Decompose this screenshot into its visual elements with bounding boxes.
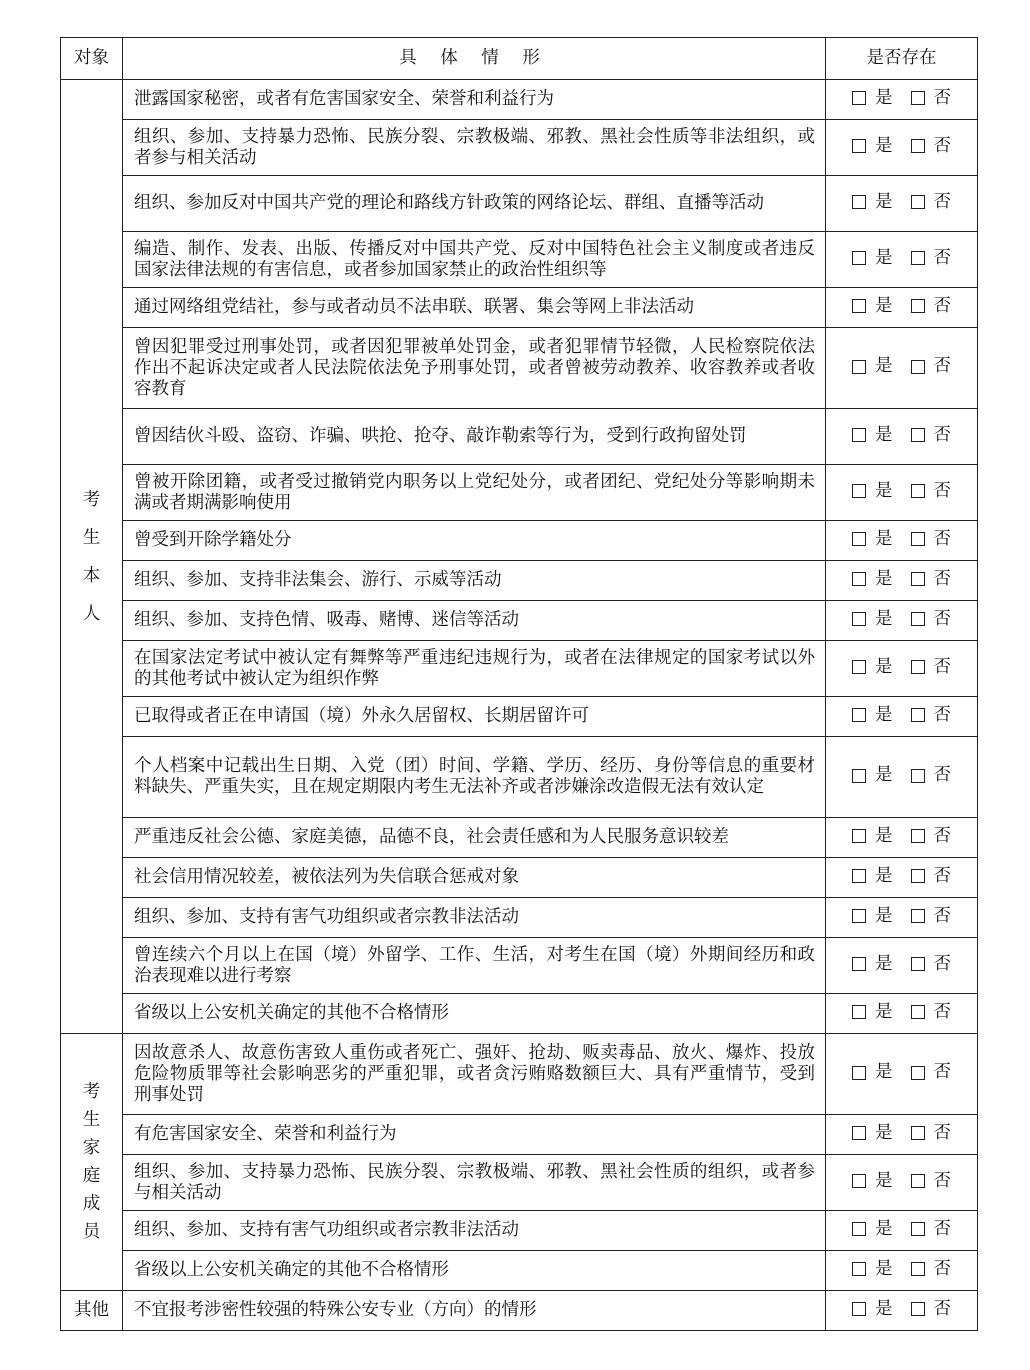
option-yes-label: 是 [875, 295, 893, 316]
option-no[interactable] [911, 1062, 952, 1083]
exists-cell [826, 561, 978, 601]
option-no[interactable] [911, 569, 952, 590]
exists-cell [826, 232, 978, 288]
checkbox-icon[interactable] [852, 572, 866, 586]
checkbox-icon[interactable] [911, 660, 925, 674]
situation-text: 曾因结伙斗殴、盗窃、诈骗、哄抢、抢夺、敲诈勒索等行为，受到行政拘留处罚 [123, 409, 826, 465]
option-yes-label: 是 [875, 191, 893, 212]
situation-text: 编造、制作、发表、出版、传播反对中国共产党、反对中国特色社会主义制度或者违反国家法律法规的有害信息，或者参加国家禁止的政治性组织等 [123, 232, 826, 288]
exists-cell [826, 521, 978, 561]
checkbox-icon[interactable] [911, 1066, 925, 1080]
checkbox-icon[interactable] [911, 428, 925, 442]
situation-text: 曾被开除团籍，或者受过撤销党内职务以上党纪处分，或者团纪、党纪处分等影响期未满或者期满影响使用 [123, 465, 826, 521]
option-no-label: 否 [933, 247, 951, 268]
exists-cell [826, 1291, 978, 1331]
exists-cell [826, 1211, 978, 1251]
checkbox-icon[interactable] [852, 869, 866, 883]
option-yes[interactable] [852, 1002, 893, 1023]
checkbox-icon[interactable] [852, 660, 866, 674]
option-no-label: 否 [933, 295, 951, 316]
option-no[interactable] [911, 1123, 952, 1144]
situation-text: 曾连续六个月以上在国（境）外留学、工作、生活，对考生在国（境）外期间经历和政治表现难以进行考察 [123, 938, 826, 994]
option-no[interactable] [911, 1259, 952, 1280]
checkbox-icon[interactable] [852, 484, 866, 498]
option-no-label: 否 [933, 135, 951, 156]
option-no[interactable] [911, 1219, 952, 1240]
table-row [61, 288, 978, 328]
checkbox-icon[interactable] [911, 909, 925, 923]
table-row [61, 328, 978, 409]
table-row [61, 601, 978, 641]
checkbox-icon[interactable] [852, 957, 866, 971]
exists-cell [826, 465, 978, 521]
checkbox-icon[interactable] [852, 708, 866, 722]
option-yes[interactable] [852, 657, 893, 678]
table-row [61, 1211, 978, 1251]
option-no[interactable] [911, 192, 952, 213]
option-no-label: 否 [933, 480, 951, 501]
checkbox-icon[interactable] [852, 769, 866, 783]
option-yes-label: 是 [875, 356, 893, 377]
option-no-label: 否 [933, 953, 951, 974]
checkbox-icon[interactable] [911, 91, 925, 105]
checkbox-icon[interactable] [911, 769, 925, 783]
header-exists: 是否存在 [826, 38, 978, 80]
option-no-label: 否 [933, 608, 951, 629]
checkbox-icon[interactable] [852, 428, 866, 442]
option-yes-label: 是 [875, 528, 893, 549]
option-no[interactable] [911, 425, 952, 446]
option-yes[interactable] [852, 1259, 893, 1280]
option-yes-label: 是 [875, 1062, 893, 1083]
option-yes[interactable] [852, 136, 893, 157]
checkbox-icon[interactable] [852, 195, 866, 209]
checkbox-icon[interactable] [852, 909, 866, 923]
situation-text: 组织、参加、支持暴力恐怖、民族分裂、宗教极端、邪教、黑社会性质等非法组织，或者参与相关活动 [123, 120, 826, 176]
situation-text: 省级以上公安机关确定的其他不合格情形 [123, 994, 826, 1034]
checkbox-icon[interactable] [911, 869, 925, 883]
option-yes[interactable] [852, 296, 893, 317]
category-label: 考生本人 [82, 489, 101, 624]
checkbox-icon[interactable] [911, 1126, 925, 1140]
exists-cell [826, 737, 978, 818]
option-yes-label: 是 [875, 905, 893, 926]
table-row [61, 561, 978, 601]
table-row [61, 737, 978, 818]
exists-cell [826, 1034, 978, 1115]
option-yes-label: 是 [875, 656, 893, 677]
exists-cell [826, 80, 978, 120]
checkbox-icon[interactable] [852, 1174, 866, 1188]
option-yes-label: 是 [875, 825, 893, 846]
checkbox-icon[interactable] [911, 1174, 925, 1188]
situation-text: 省级以上公安机关确定的其他不合格情形 [123, 1251, 826, 1291]
option-yes[interactable] [852, 481, 893, 502]
header-situation: 具 体 情 形 [123, 38, 826, 80]
eligibility-table [60, 37, 978, 1331]
checkbox-icon[interactable] [911, 299, 925, 313]
checkbox-icon[interactable] [911, 957, 925, 971]
exists-cell [826, 601, 978, 641]
option-no[interactable] [911, 954, 952, 975]
checkbox-icon[interactable] [911, 1262, 925, 1276]
option-no-label: 否 [933, 1298, 951, 1319]
option-no-label: 否 [933, 825, 951, 846]
table-row [61, 1155, 978, 1211]
situation-text: 社会信用情况较差，被依法列为失信联合惩戒对象 [123, 858, 826, 898]
option-no-label: 否 [933, 424, 951, 445]
option-yes-label: 是 [875, 568, 893, 589]
checkbox-icon[interactable] [852, 1302, 866, 1316]
option-no-label: 否 [933, 656, 951, 677]
table-row [61, 465, 978, 521]
option-yes-label: 是 [875, 1170, 893, 1191]
option-no[interactable] [911, 657, 952, 678]
option-yes-label: 是 [875, 704, 893, 725]
option-no-label: 否 [933, 87, 951, 108]
table-row [61, 80, 978, 120]
table-row [61, 232, 978, 288]
option-yes-label: 是 [875, 87, 893, 108]
table-row [61, 120, 978, 176]
situation-text: 曾受到开除学籍处分 [123, 521, 826, 561]
option-yes[interactable] [852, 88, 893, 109]
situation-text: 泄露国家秘密，或者有危害国家安全、荣誉和利益行为 [123, 80, 826, 120]
option-yes-label: 是 [875, 1001, 893, 1022]
option-no[interactable] [911, 609, 952, 630]
category-cell [61, 80, 123, 1034]
checkbox-icon[interactable] [852, 91, 866, 105]
option-yes-label: 是 [875, 1258, 893, 1279]
checkbox-icon[interactable] [852, 1005, 866, 1019]
situation-text: 组织、参加、支持非法集会、游行、示威等活动 [123, 561, 826, 601]
option-yes-label: 是 [875, 1218, 893, 1239]
header-row [61, 38, 978, 80]
option-no-label: 否 [933, 191, 951, 212]
table-row [61, 641, 978, 697]
checkbox-icon[interactable] [911, 251, 925, 265]
checkbox-icon[interactable] [852, 1262, 866, 1276]
option-no-label: 否 [933, 1170, 951, 1191]
option-no[interactable] [911, 529, 952, 550]
exists-cell [826, 641, 978, 697]
checkbox-icon[interactable] [852, 251, 866, 265]
option-no-label: 否 [933, 568, 951, 589]
option-yes-label: 是 [875, 608, 893, 629]
option-no[interactable] [911, 705, 952, 726]
option-yes[interactable] [852, 569, 893, 590]
option-yes[interactable] [852, 866, 893, 887]
option-no-label: 否 [933, 905, 951, 926]
situation-text: 组织、参加、支持有害气功组织或者宗教非法活动 [123, 1211, 826, 1251]
option-no[interactable] [911, 1171, 952, 1192]
situation-text: 因故意杀人、故意伤害致人重伤或者死亡、强奸、抢劫、贩卖毒品、放火、爆炸、投放危险物质罪等社会影响恶劣的严重犯罪，或者贪污贿赂数额巨大、具有严重情节，受到刑事处罚 [123, 1034, 826, 1115]
checkbox-icon[interactable] [852, 612, 866, 626]
checkbox-icon[interactable] [852, 139, 866, 153]
option-yes[interactable] [852, 765, 893, 786]
exists-cell [826, 818, 978, 858]
option-no[interactable] [911, 356, 952, 377]
table-row [61, 697, 978, 737]
situation-text: 组织、参加、支持色情、吸毒、赌博、迷信等活动 [123, 601, 826, 641]
option-yes[interactable] [852, 826, 893, 847]
exists-cell [826, 994, 978, 1034]
checkbox-icon[interactable] [911, 612, 925, 626]
option-no-label: 否 [933, 765, 951, 786]
table-row [61, 1034, 978, 1115]
table-row [61, 818, 978, 858]
table-row [61, 994, 978, 1034]
option-yes-label: 是 [875, 1122, 893, 1143]
checkbox-icon[interactable] [911, 572, 925, 586]
option-no[interactable] [911, 906, 952, 927]
situation-text: 组织、参加反对中国共产党的理论和路线方针政策的网络论坛、群组、直播等活动 [123, 176, 826, 232]
situation-text: 通过网络组党结社，参与或者动员不法串联、联署、集会等网上非法活动 [123, 288, 826, 328]
option-yes-label: 是 [875, 135, 893, 156]
table-row [61, 858, 978, 898]
option-no-label: 否 [933, 1258, 951, 1279]
category-label: 其他 [74, 1300, 109, 1320]
exists-cell [826, 288, 978, 328]
checkbox-icon[interactable] [911, 1302, 925, 1316]
option-no-label: 否 [933, 356, 951, 377]
exists-cell [826, 1251, 978, 1291]
table-row [61, 176, 978, 232]
exists-cell [826, 697, 978, 737]
option-yes[interactable] [852, 192, 893, 213]
option-no-label: 否 [933, 528, 951, 549]
checkbox-icon[interactable] [911, 360, 925, 374]
option-no[interactable] [911, 88, 952, 109]
option-no-label: 否 [933, 704, 951, 725]
checkbox-icon[interactable] [852, 360, 866, 374]
checkbox-icon[interactable] [852, 1126, 866, 1140]
option-no[interactable] [911, 481, 952, 502]
option-no[interactable] [911, 296, 952, 317]
situation-text: 严重违反社会公德、家庭美德，品德不良，社会责任感和为人民服务意识较差 [123, 818, 826, 858]
option-yes[interactable] [852, 1062, 893, 1083]
checkbox-icon[interactable] [911, 1005, 925, 1019]
option-yes[interactable] [852, 1123, 893, 1144]
checkbox-icon[interactable] [911, 829, 925, 843]
checkbox-icon[interactable] [852, 299, 866, 313]
checkbox-icon[interactable] [911, 139, 925, 153]
exists-cell [826, 1115, 978, 1155]
option-yes[interactable] [852, 954, 893, 975]
category-cell [61, 1291, 123, 1331]
table-row [61, 938, 978, 994]
situation-text: 组织、参加、支持有害气功组织或者宗教非法活动 [123, 898, 826, 938]
option-no[interactable] [911, 136, 952, 157]
exists-cell [826, 176, 978, 232]
table-row [61, 1251, 978, 1291]
option-yes[interactable] [852, 705, 893, 726]
checkbox-icon[interactable] [911, 532, 925, 546]
option-yes-label: 是 [875, 480, 893, 501]
situation-text: 不宜报考涉密性较强的特殊公安专业（方向）的情形 [123, 1291, 826, 1331]
option-yes[interactable] [852, 1219, 893, 1240]
situation-text: 有危害国家安全、荣誉和利益行为 [123, 1115, 826, 1155]
situation-text: 曾因犯罪受过刑事处罚，或者因犯罪被单处罚金，或者犯罪情节轻微，人民检察院依法作出不起诉决定或者人民法院依法免予刑事处罚，或者曾被劳动教养、收容教养或者收容教育 [123, 328, 826, 409]
checkbox-icon[interactable] [911, 708, 925, 722]
table-row [61, 1291, 978, 1331]
exists-cell [826, 938, 978, 994]
exists-cell [826, 409, 978, 465]
checkbox-icon[interactable] [911, 1222, 925, 1236]
option-no[interactable] [911, 866, 952, 887]
option-no-label: 否 [933, 1122, 951, 1143]
option-no[interactable] [911, 248, 952, 269]
option-no-label: 否 [933, 1218, 951, 1239]
exists-cell [826, 328, 978, 409]
option-yes[interactable] [852, 425, 893, 446]
checkbox-icon[interactable] [852, 1222, 866, 1236]
option-yes[interactable] [852, 609, 893, 630]
situation-text: 个人档案中记载出生日期、入党（团）时间、学籍、学历、经历、身份等信息的重要材料缺失、严重失实，且在规定期限内考生无法补齐或者涉嫌涂改造假无法有效认定 [123, 737, 826, 818]
option-yes[interactable] [852, 356, 893, 377]
situation-text: 在国家法定考试中被认定有舞弊等严重违纪违规行为，或者在法律规定的国家考试以外的其他考试中被认定为组织作弊 [123, 641, 826, 697]
exists-cell [826, 1155, 978, 1211]
option-no-label: 否 [933, 1062, 951, 1083]
table-row [61, 521, 978, 561]
option-no-label: 否 [933, 865, 951, 886]
option-yes-label: 是 [875, 247, 893, 268]
checkbox-icon[interactable] [911, 195, 925, 209]
checkbox-icon[interactable] [852, 1066, 866, 1080]
option-yes-label: 是 [875, 765, 893, 786]
option-yes[interactable] [852, 1171, 893, 1192]
exists-cell [826, 898, 978, 938]
option-yes-label: 是 [875, 1298, 893, 1319]
option-no[interactable] [911, 765, 952, 786]
header-subject: 对象 [61, 38, 123, 80]
checkbox-icon[interactable] [911, 484, 925, 498]
checkbox-icon[interactable] [852, 532, 866, 546]
option-yes[interactable] [852, 1299, 893, 1320]
option-no[interactable] [911, 1002, 952, 1023]
option-yes-label: 是 [875, 953, 893, 974]
option-yes[interactable] [852, 529, 893, 550]
option-no-label: 否 [933, 1001, 951, 1022]
exists-cell [826, 858, 978, 898]
table-row [61, 898, 978, 938]
option-no[interactable] [911, 1299, 952, 1320]
option-no[interactable] [911, 826, 952, 847]
table-row [61, 409, 978, 465]
option-yes-label: 是 [875, 865, 893, 886]
option-yes-label: 是 [875, 424, 893, 445]
situation-text: 组织、参加、支持暴力恐怖、民族分裂、宗教极端、邪教、黑社会性质的组织，或者参与相关活动 [123, 1155, 826, 1211]
category-label: 考生家庭成员 [82, 1082, 101, 1242]
checkbox-icon[interactable] [852, 829, 866, 843]
option-yes[interactable] [852, 248, 893, 269]
table-row [61, 1115, 978, 1155]
category-cell [61, 1034, 123, 1291]
option-yes[interactable] [852, 906, 893, 927]
exists-cell [826, 120, 978, 176]
situation-text: 已取得或者正在申请国（境）外永久居留权、长期居留许可 [123, 697, 826, 737]
